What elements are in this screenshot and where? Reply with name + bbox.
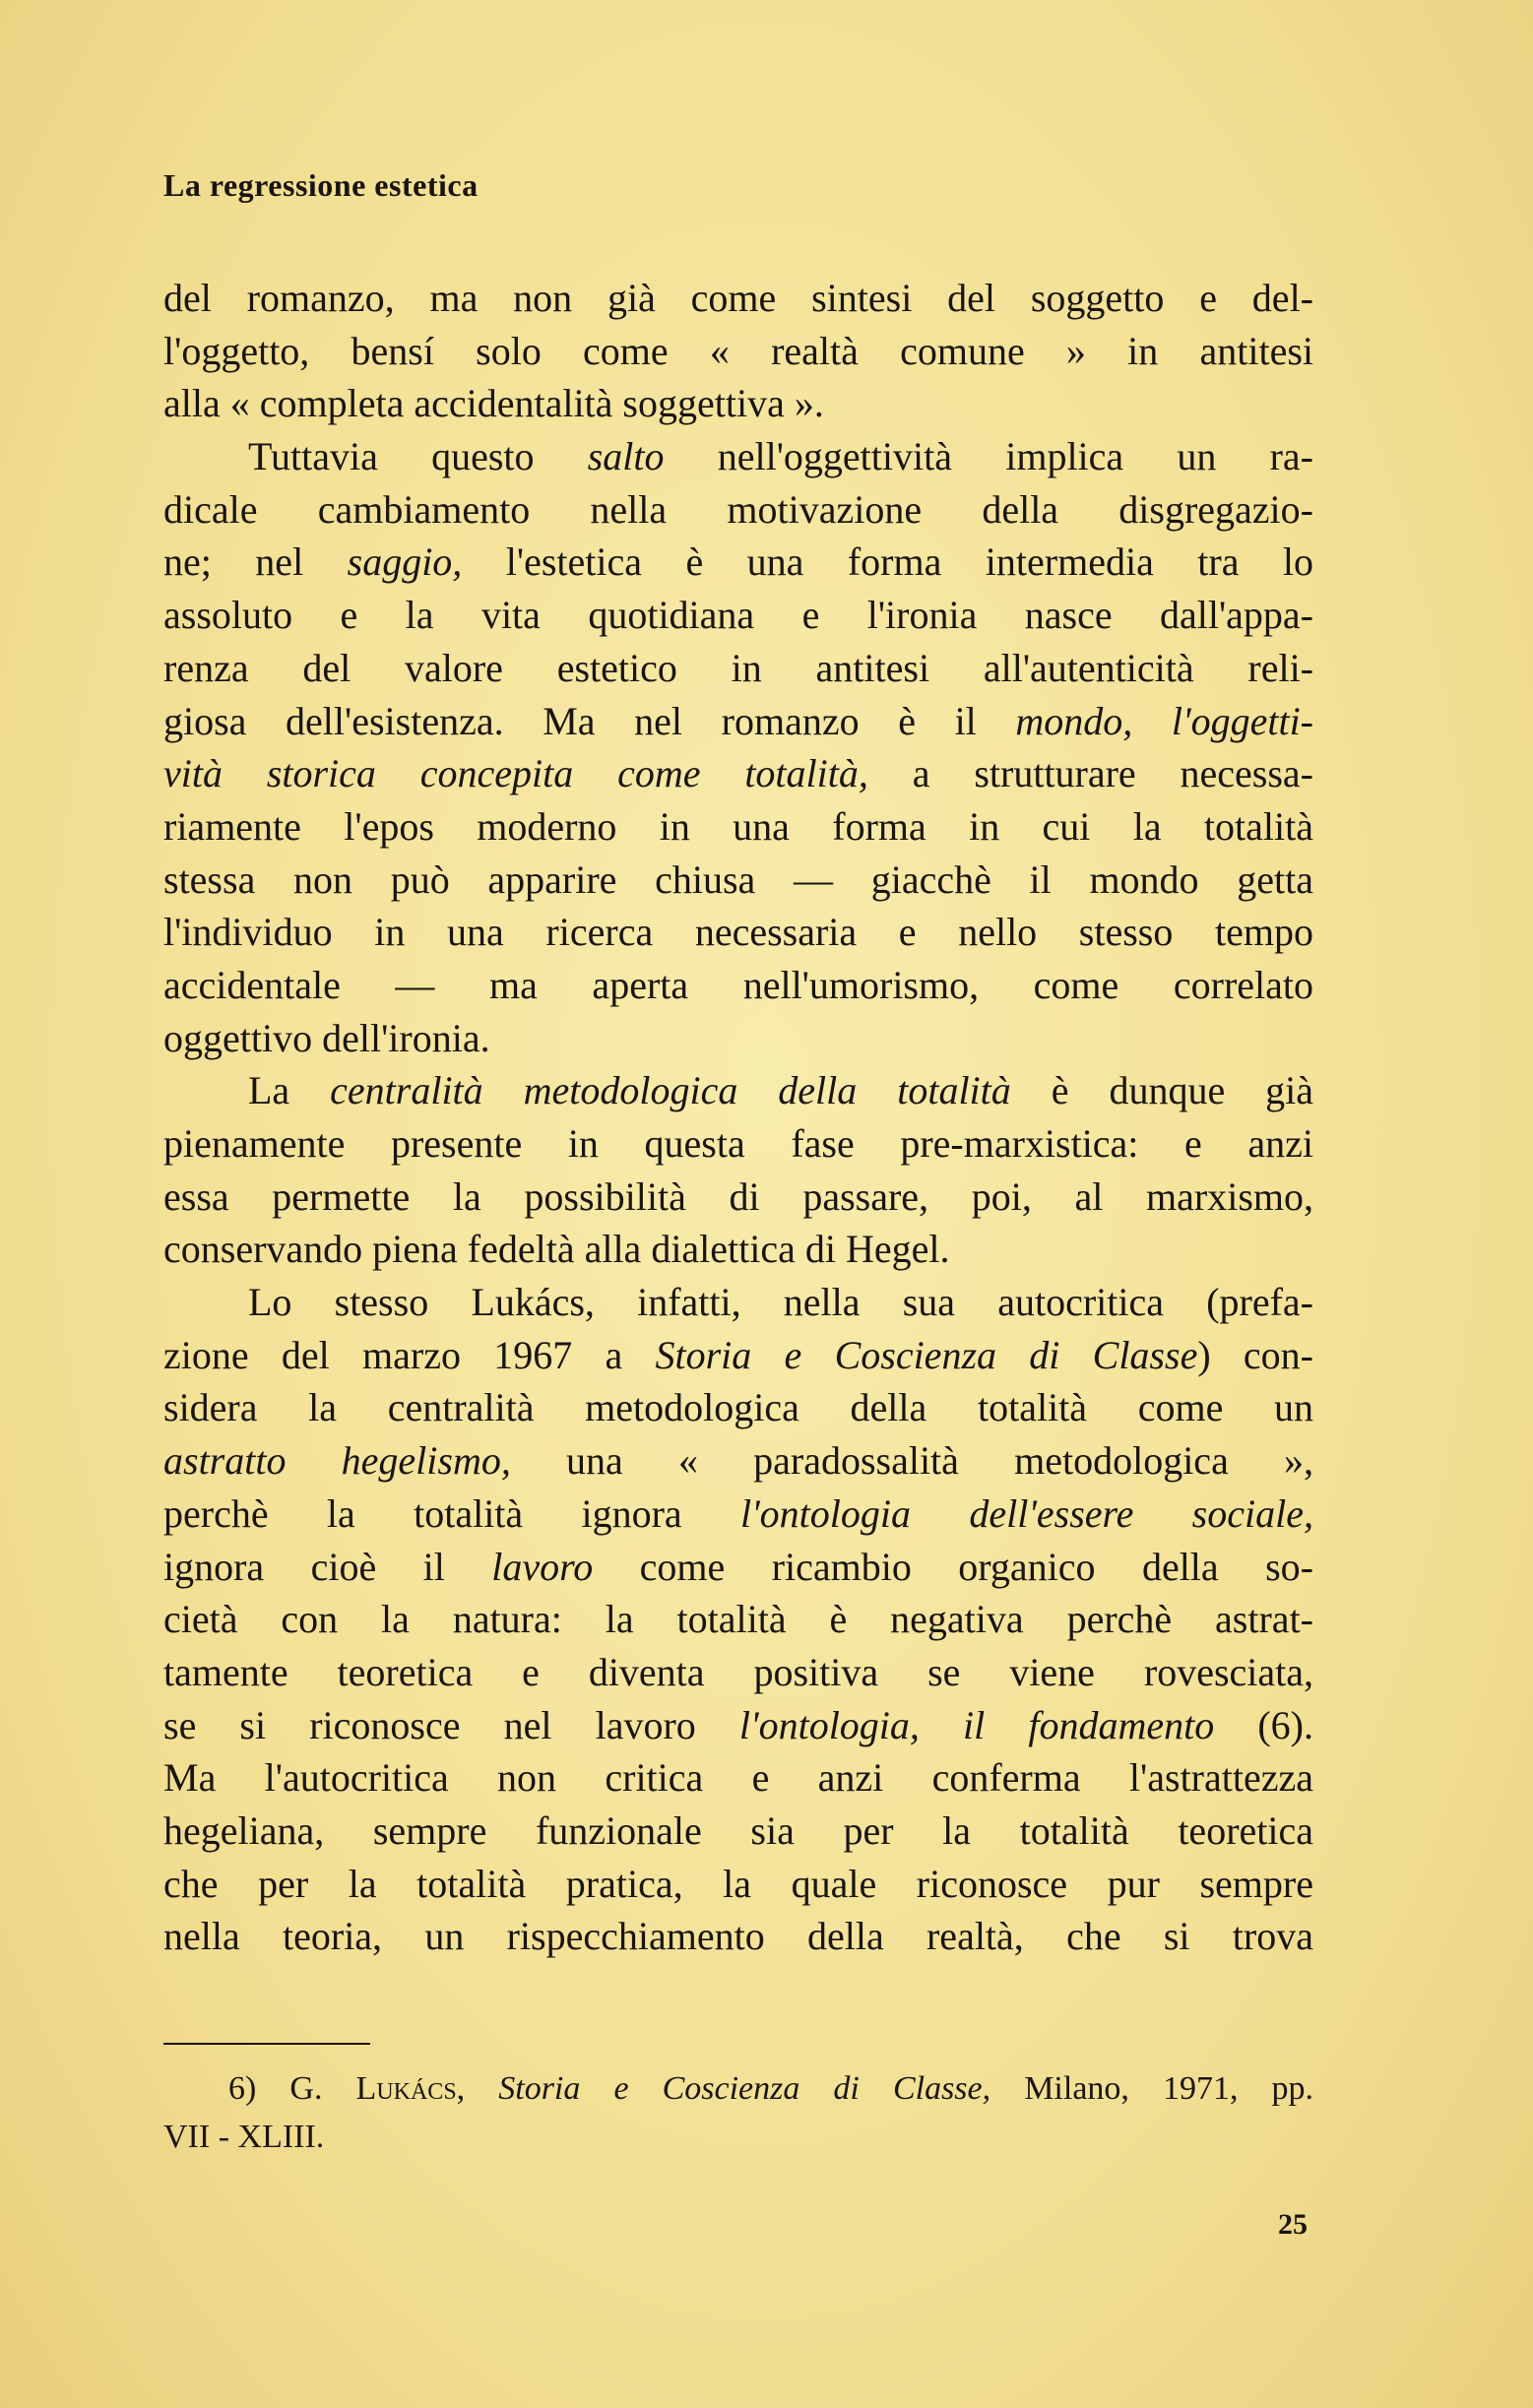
text-line: riamente l'epos moderno in una forma in cui la totalità — [163, 803, 1313, 849]
text-line: perchè la totalità ignora l'ontologia dell'essere sociale, — [163, 1490, 1313, 1536]
text-line: stessa non può apparire chiusa — giacchè il mondo getta — [163, 856, 1313, 902]
text-line: oggettivo dell'ironia. — [163, 1015, 490, 1060]
text-line: Tuttavia questo salto nell'oggettività implica un ra- — [248, 434, 1313, 479]
text-line: astratto hegelismo, una « paradossalità metodologica », — [163, 1438, 1313, 1484]
text-line: giosa dell'esistenza. Ma nel romanzo è il mondo, l'oggetti- — [163, 698, 1314, 743]
footnote-details: Milano, 1971, pp. — [1024, 2070, 1314, 2107]
text-line: pienamente presente in questa fase pre-marxistica: e anzi — [163, 1121, 1313, 1166]
text-line: La centralità metodologica della totalità è dunque già — [248, 1068, 1314, 1113]
text-line: assoluto e la vita quotidiana e l'ironia nasce dall'appa- — [163, 593, 1313, 638]
text-line: Ma l'autocritica non critica e anzi conferma l'astrattezza — [163, 1755, 1313, 1801]
footnote-author: Lukács, — [355, 2070, 466, 2107]
footnote-line — [163, 2064, 1313, 2113]
footnote — [163, 2064, 1313, 2161]
footnote-rule — [163, 2043, 370, 2045]
text-line: se si riconosce nel lavoro l'ontologia, il fondamento (6). — [163, 1702, 1314, 1747]
text-line: ne; nel saggio, l'estetica è una forma intermedia tra lo — [163, 539, 1314, 585]
footnote-pages: VII - XLIII. — [163, 2119, 325, 2155]
text-line: tamente teoretica e diventa positiva se viene rovesciata, — [163, 1649, 1313, 1694]
text-line: l'individuo in una ricerca necessaria e nello stesso tempo — [163, 910, 1313, 955]
page-number: 25 — [1278, 2208, 1308, 2241]
footnote-title: Storia e Coscienza di Classe, — [498, 2070, 991, 2107]
body-text — [163, 272, 1313, 1963]
running-header: La regressione estetica — [163, 167, 479, 203]
footnote-number: 6) — [228, 2070, 257, 2107]
text-line: conservando piena fedeltà alla dialettica di Hegel. — [163, 1227, 950, 1272]
footnote-author-initial: G. — [289, 2070, 323, 2107]
text-line: accidentale — ma aperta nell'umorismo, come correlato — [163, 962, 1313, 1007]
text-line: sidera la centralità metodologica della totalità come un — [163, 1385, 1313, 1430]
text-line: essa permette la possibilità di passare, poi, al marxismo, — [163, 1173, 1313, 1219]
text-line: alla « completa accidentalità soggettiva ». — [163, 381, 824, 426]
text-line: zione del marzo 1967 a Storia e Coscienza di Classe) con- — [163, 1332, 1313, 1377]
text-line: l'oggetto, bensí solo come « realtà comune » in antitesi — [163, 328, 1313, 373]
text-line: renza del valore estetico in antitesi all'autenticità reli- — [163, 645, 1313, 690]
text-line: cietà con la natura: la totalità è negativa perchè astrat- — [163, 1597, 1313, 1642]
text-line: hegeliana, sempre funzionale sia per la totalità teoretica — [163, 1807, 1313, 1853]
text-line: che per la totalità pratica, la quale riconosce pur sempre — [163, 1861, 1313, 1906]
text-line: ignora cioè il lavoro come ricambio organico della so- — [163, 1544, 1313, 1589]
text-line: dicale cambiamento nella motivazione della disgregazio- — [163, 486, 1313, 532]
text-line: vità storica concepita come totalità, a strutturare necessa- — [163, 751, 1313, 796]
text-line: Lo stesso Lukács, infatti, nella sua autocritica (prefa- — [248, 1280, 1313, 1325]
text-line: nella teoria, un rispecchiamento della realtà, che si trova — [163, 1914, 1313, 1959]
text-line: del romanzo, ma non già come sintesi del soggetto e del- — [163, 276, 1313, 320]
